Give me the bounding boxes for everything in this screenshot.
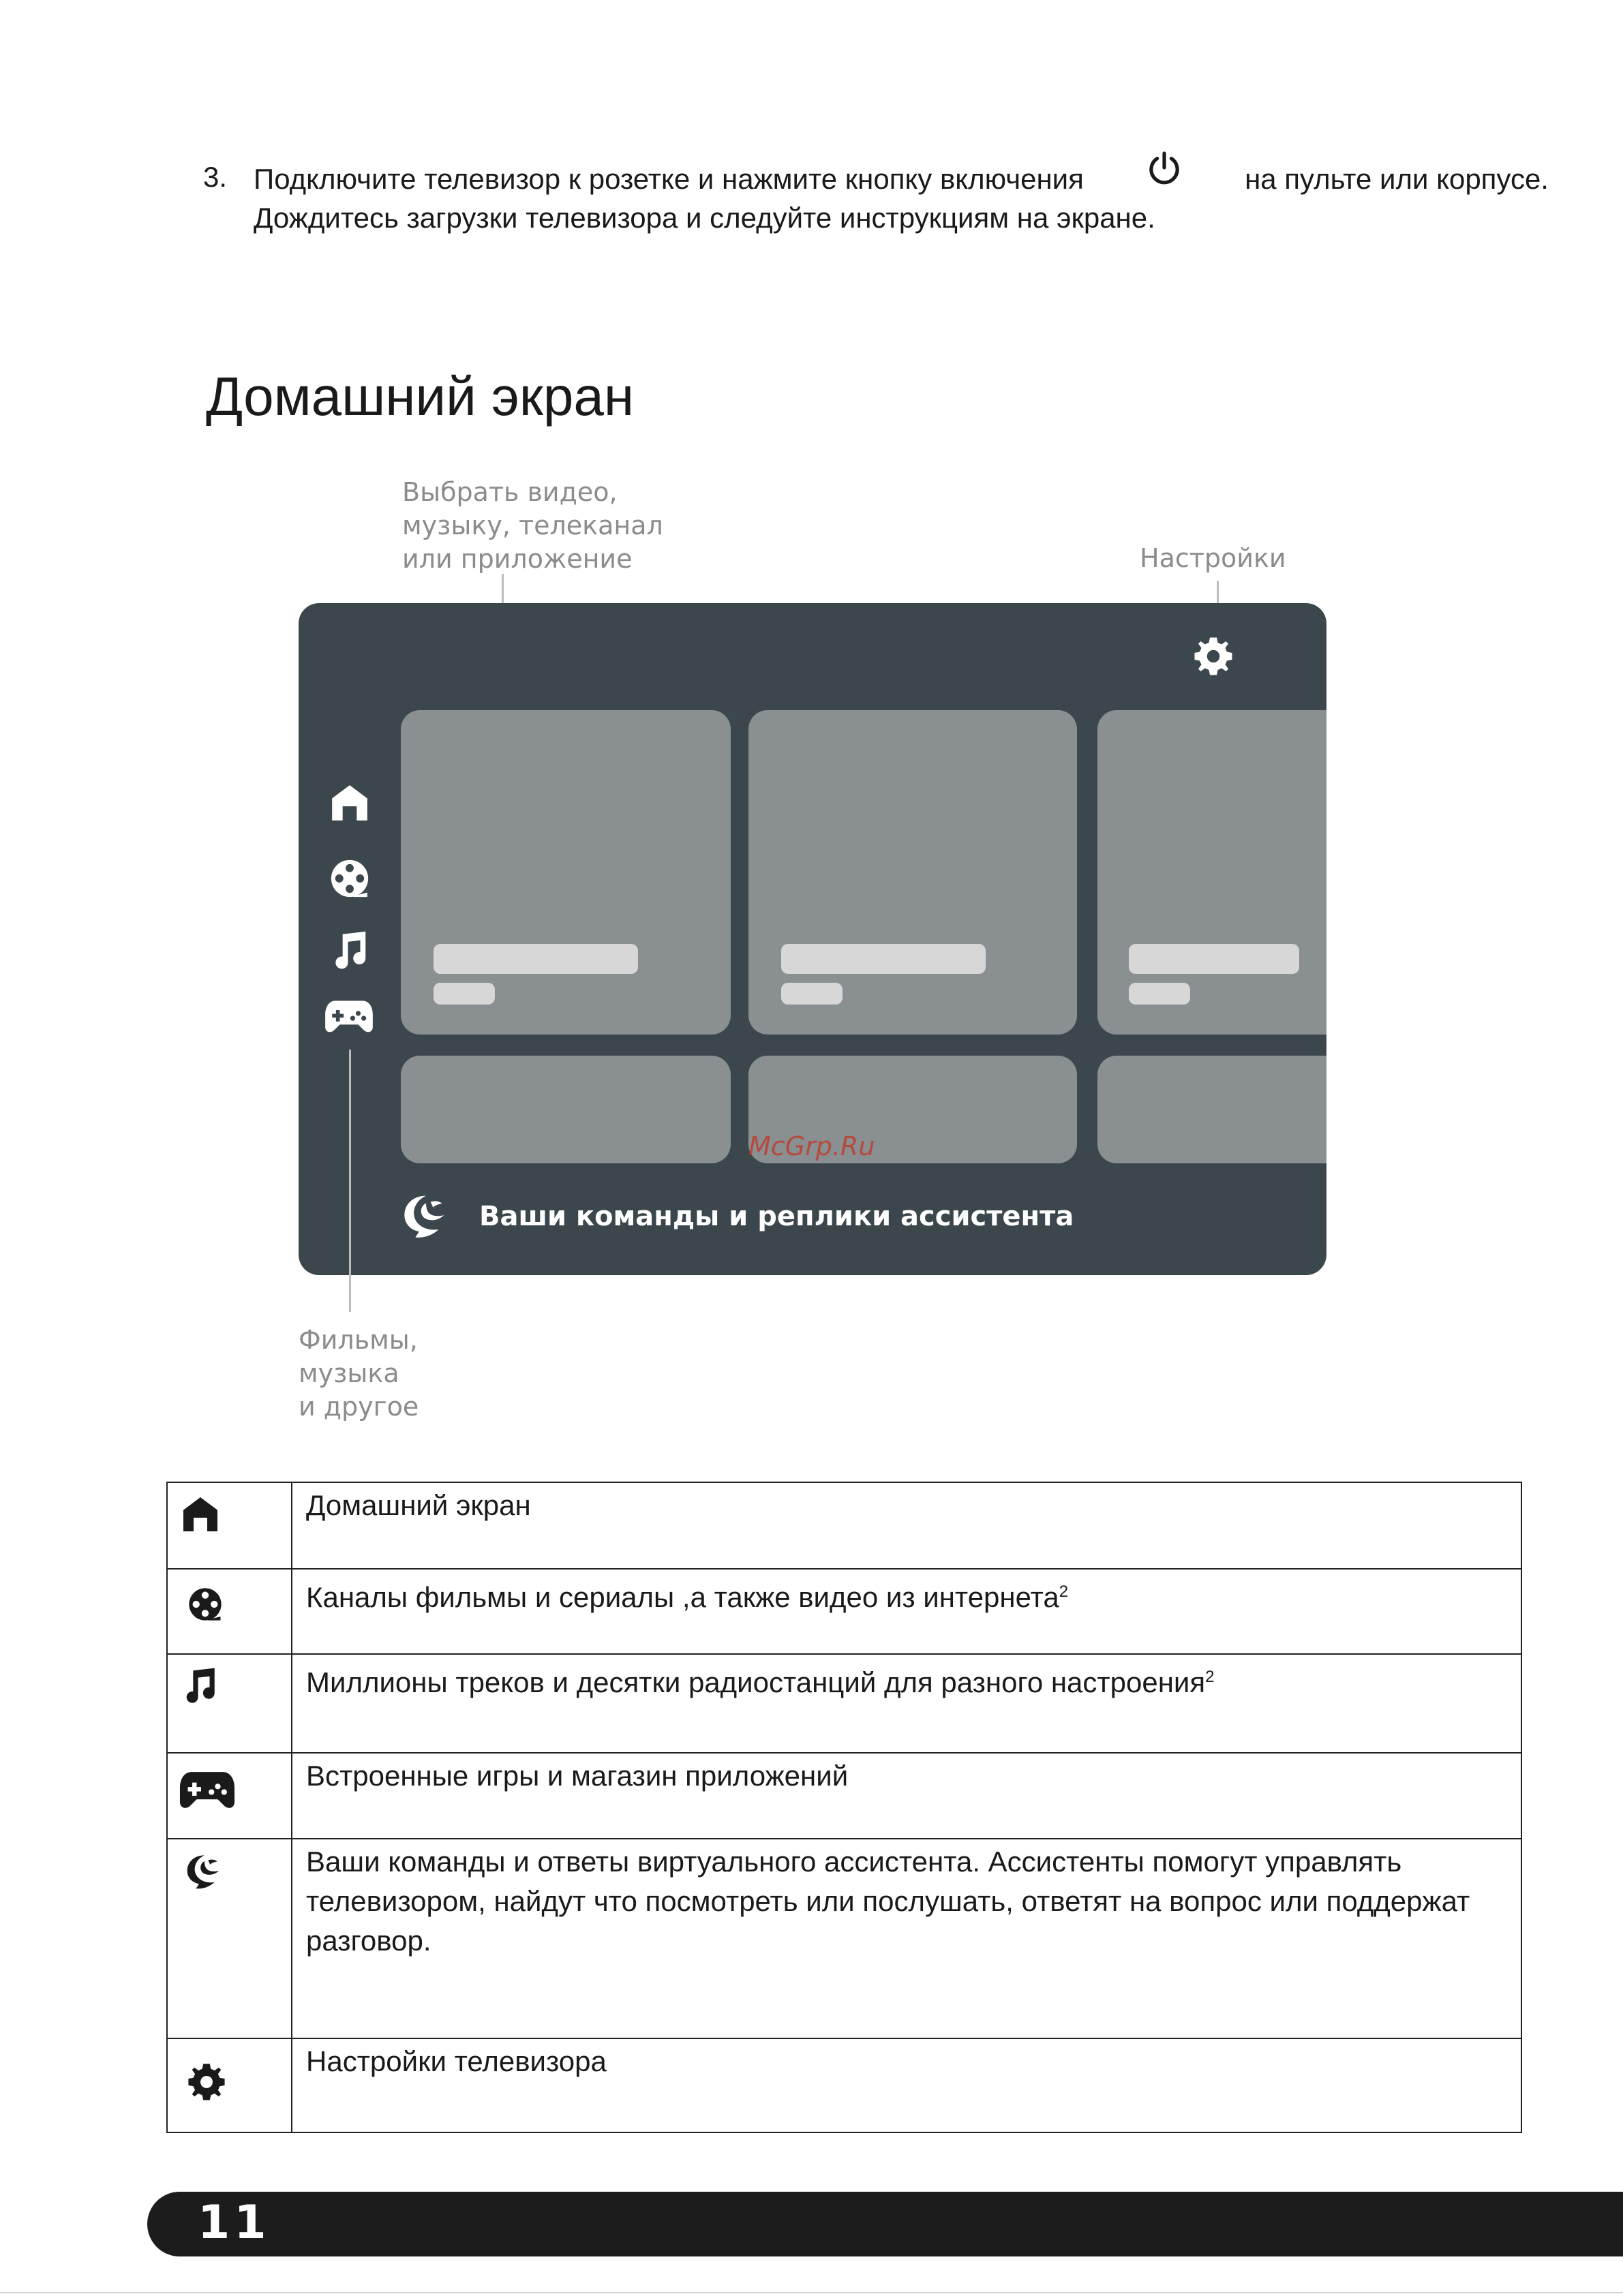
gamepad-icon xyxy=(324,997,374,1035)
assistant-logo-icon xyxy=(180,1849,224,1893)
gamepad-icon xyxy=(179,1769,236,1811)
film-reel-icon xyxy=(187,1586,224,1623)
table-row xyxy=(167,1839,1521,2038)
table-row xyxy=(167,1569,1521,1654)
assistant-caption: Ваши команды и реплики ассистента xyxy=(479,1201,1074,1232)
legend-icon-cell xyxy=(167,2038,292,2132)
gear-icon xyxy=(187,2062,226,2102)
legend-icon-cell xyxy=(167,1753,292,1839)
power-icon xyxy=(1146,150,1183,187)
legend-description: Каналы фильмы и сериалы ,а также видео из интернета$^2$ xyxy=(292,1569,1521,1654)
watermark: McGrp.Ru xyxy=(748,1131,875,1161)
page-number: 11 xyxy=(198,2196,271,2250)
legend-description: Ваши команды и ответы виртуального ассистента. Ассистенты помогут управлять телевизором, найдут что посмотреть или послушать, ответят на вопрос или поддержат разговор. xyxy=(292,1839,1521,2038)
music-note-icon xyxy=(329,929,371,971)
content-card xyxy=(401,1056,731,1163)
card-title-placeholder xyxy=(1129,944,1299,974)
content-card xyxy=(748,710,1077,1035)
table-row xyxy=(167,2038,1521,2132)
table-row xyxy=(167,1482,1521,1569)
card-title-placeholder xyxy=(434,944,638,974)
callout-settings: Настройки xyxy=(1140,543,1286,573)
step-instruction-line-2: Дождитесь загрузки телевизора и следуйте инструкциям на экране. xyxy=(254,202,1155,234)
icon-legend-table xyxy=(166,1482,1522,2133)
film-reel-icon xyxy=(329,857,371,900)
legend-description: Встроенные игры и магазин приложений xyxy=(292,1753,1521,1839)
music-note-icon xyxy=(180,1666,219,1705)
page-bottom-rule xyxy=(0,2292,1623,2293)
legend-description: Миллионы треков и десятки радиостанций для разного настроения$^2$ xyxy=(292,1654,1521,1753)
legend-icon-cell xyxy=(167,1482,292,1569)
content-card xyxy=(401,710,731,1035)
legend-description: Настройки телевизора xyxy=(292,2038,1521,2132)
assistant-logo-icon xyxy=(395,1188,450,1242)
step-text-before-icon: Подключите телевизор к розетке и нажмите кнопку включения xyxy=(254,163,1084,195)
callout-nav: Фильмы, музыка и другое xyxy=(299,1325,419,1422)
legend-icon-cell xyxy=(167,1839,292,2038)
page-footer-bar xyxy=(147,2192,1623,2256)
legend-icon-cell xyxy=(167,1569,292,1654)
table-row xyxy=(167,1753,1521,1839)
step-instruction-line-1 xyxy=(254,161,1549,198)
legend-icon-cell xyxy=(167,1654,292,1753)
step-text-after-icon: на пульте или корпусе. xyxy=(1245,163,1549,195)
legend-description: Домашний экран xyxy=(292,1482,1521,1569)
card-title-placeholder xyxy=(781,944,986,974)
table-row xyxy=(167,1654,1521,1753)
content-card xyxy=(1097,1056,1326,1163)
section-title: Домашний экран xyxy=(206,366,635,427)
home-icon xyxy=(180,1494,221,1535)
tv-home-screen-mock xyxy=(299,603,1326,1275)
card-subtitle-placeholder xyxy=(434,983,495,1005)
gear-icon xyxy=(1193,636,1234,677)
step-number: 3. xyxy=(203,161,228,193)
home-icon xyxy=(329,782,371,824)
card-subtitle-placeholder xyxy=(1129,983,1190,1005)
card-subtitle-placeholder xyxy=(781,983,843,1005)
callout-content: Выбрать видео, музыку, телеканал или приложение xyxy=(402,477,663,574)
content-card xyxy=(1097,710,1326,1035)
callout-nav-leader-line xyxy=(349,1050,351,1312)
